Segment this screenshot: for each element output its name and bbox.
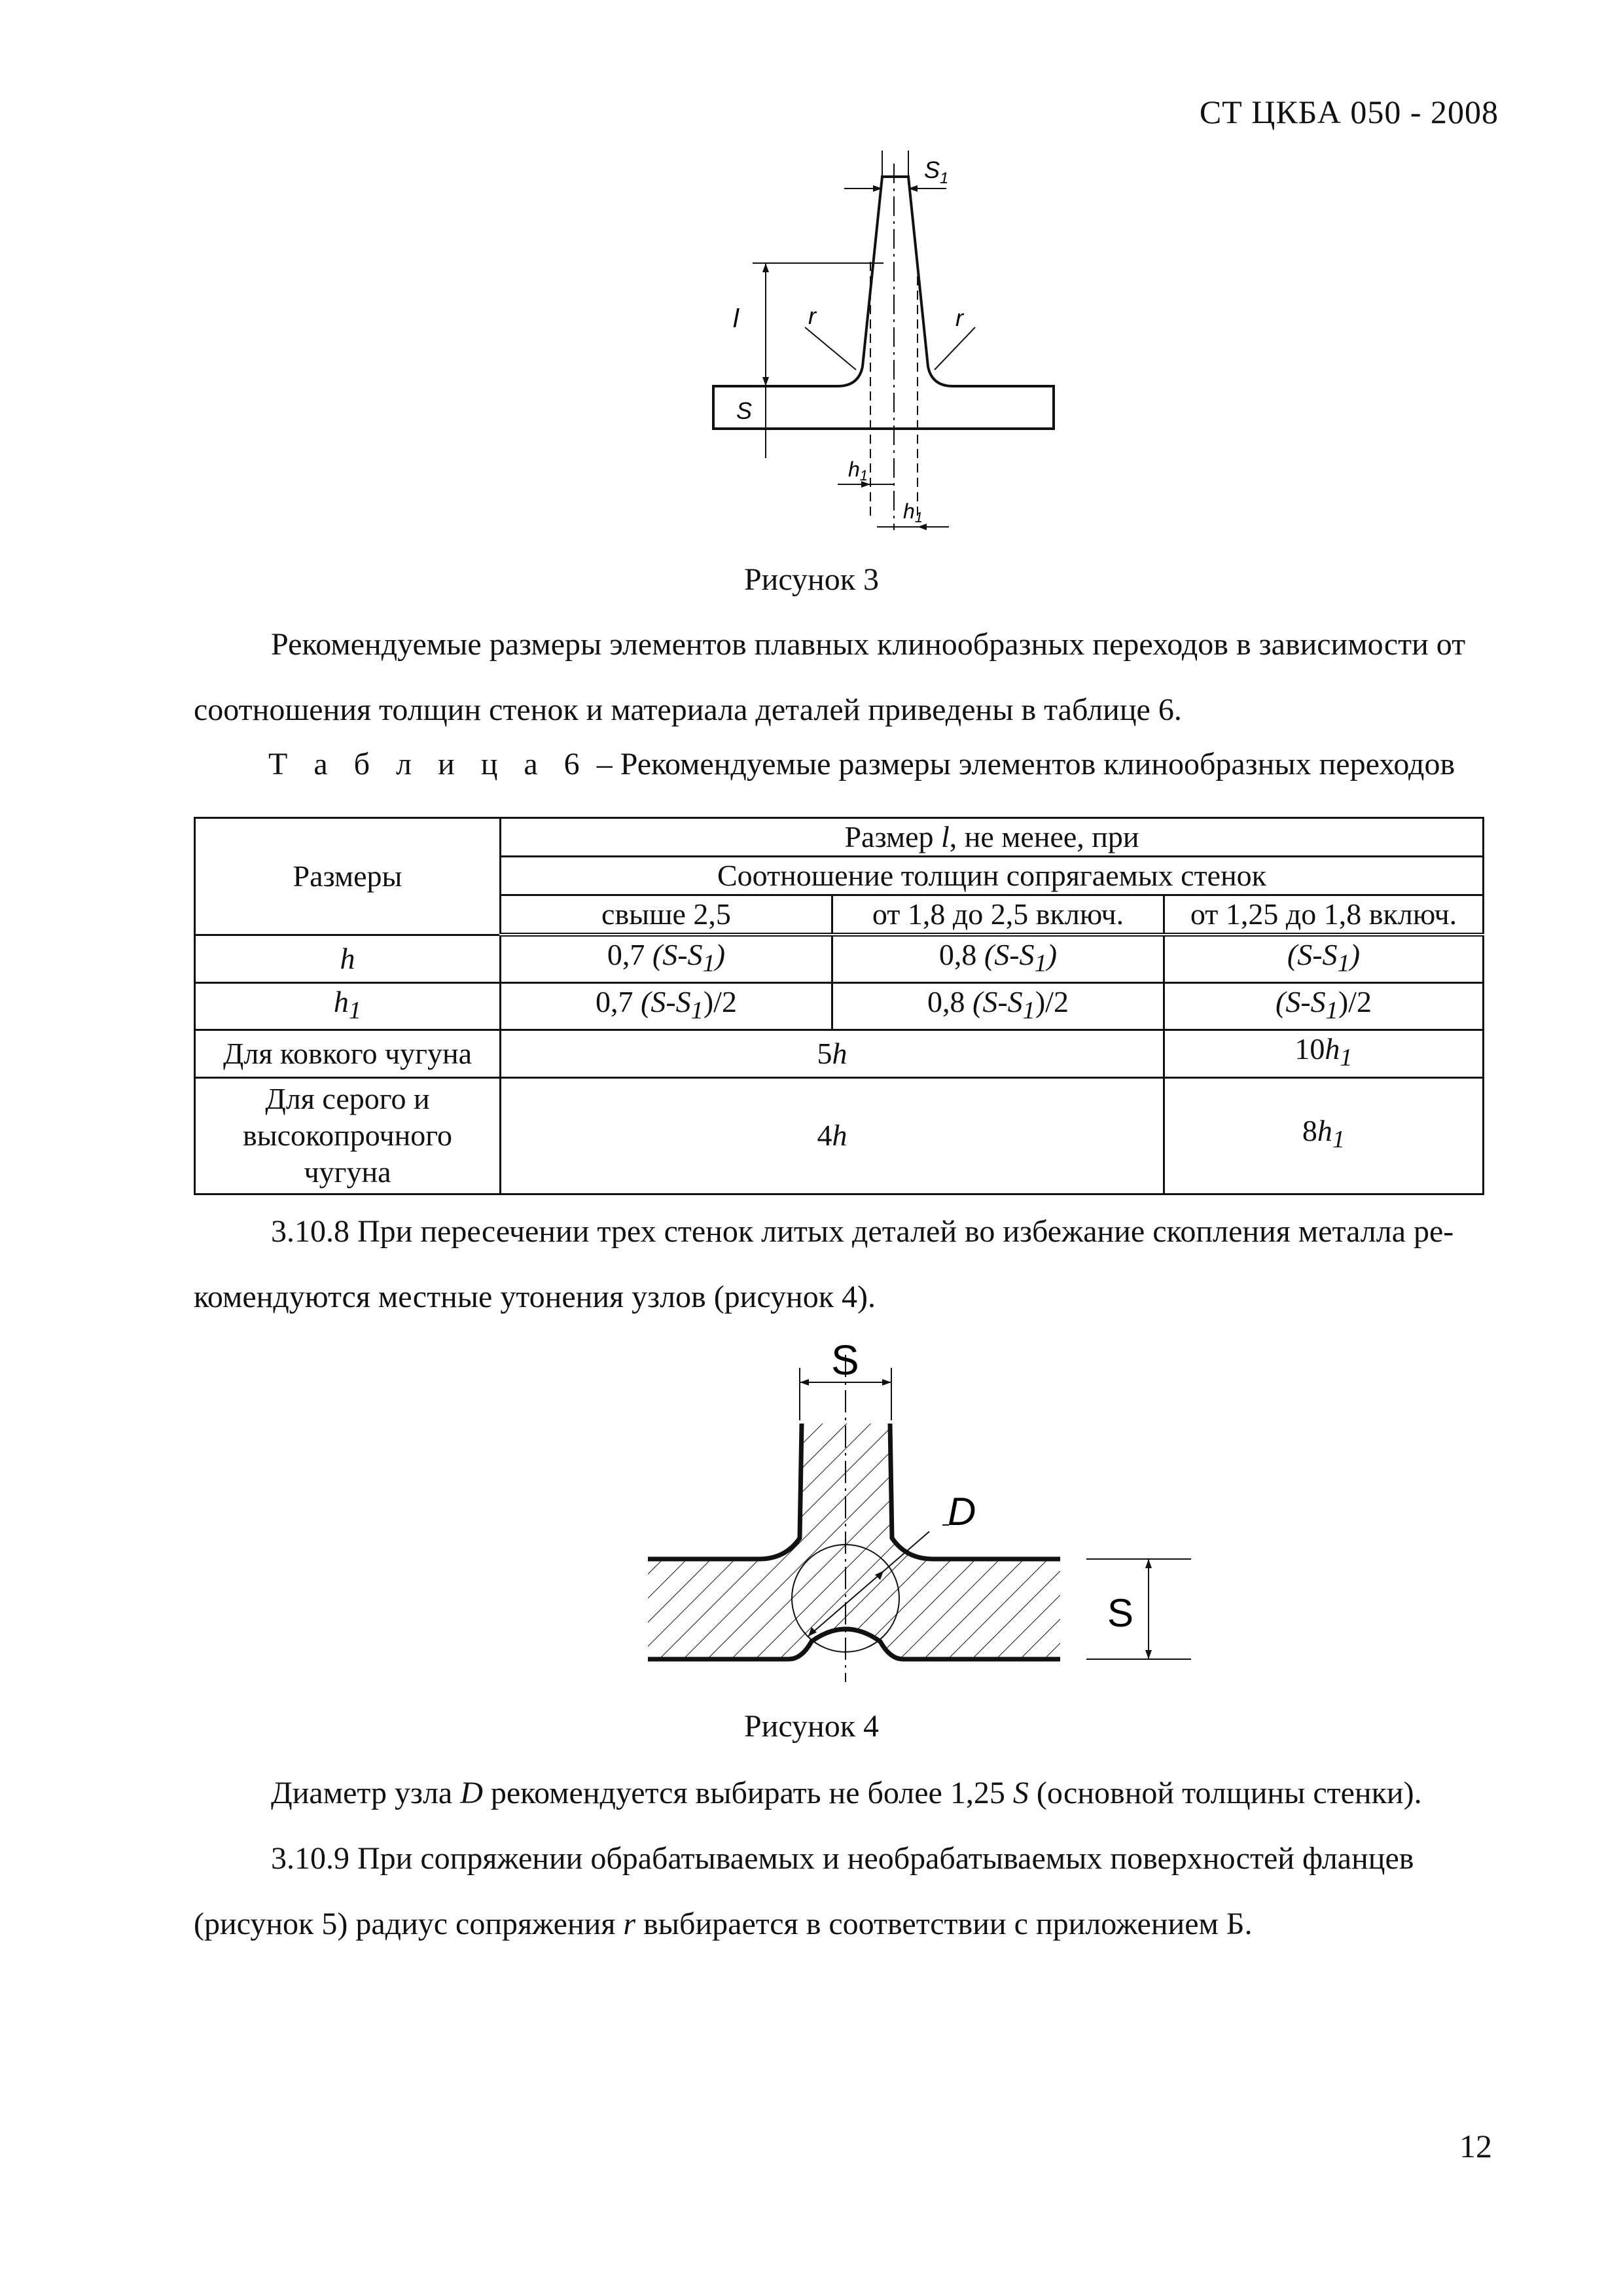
s-right-label: S [1107, 1591, 1134, 1635]
s-label: S [736, 397, 753, 424]
table-row-malleable: Для ковкого чугуна 5h $10h_1$ [195, 1030, 1484, 1077]
document-code: СТ ЦКБА 050 - 2008 [1199, 94, 1499, 130]
paragraph-3: Диаметр узла D рекомендуется выбирать не более 1,25 S (основной толщины стенки). [271, 1776, 1422, 1810]
table-row-h1: $h_1$ 0,7 $(S-S_1)/2$ 0,8 $(S-S_1)/2$ $(S-S_1)/2$ [195, 983, 1484, 1030]
table-row-grey: Для серого и высокопрочного чугуна 4h $8h_1$ [195, 1077, 1484, 1194]
figure-3-drawing [687, 151, 1080, 543]
table-6-title: Т а б л и ц а 6 – Рекомендуемые размеры элементов клинообразных переходов [268, 747, 1455, 781]
col-sizes-header: Размеры [195, 818, 501, 935]
size-l-header: Размер l, не менее, при [501, 818, 1484, 857]
r-right-label: r [955, 304, 963, 331]
col-1-8-to-2-5: от 1,8 до 2,5 включ. [832, 895, 1164, 935]
figure-3-caption: Рисунок 3 [743, 562, 880, 597]
figure-4-drawing [628, 1329, 1217, 1695]
ratio-header: Соотношение толщин сопрягаемых стенок [501, 857, 1484, 895]
col-over-2-5: свыше 2,5 [501, 895, 832, 935]
table-row-h: h 0,7 $(S-S_1)$ 0,8 $(S-S_1)$ $(S-S_1)$ [195, 935, 1484, 983]
paragraph-2: 3.10.8 При пересечении трех стенок литых деталей во избежание скопления металла ре- комендуются местные утонения узлов (рисунок 4). [194, 1214, 1454, 1314]
h1-label-a: h1 [848, 457, 868, 484]
r-left-label: r [808, 302, 816, 329]
page-number: 12 [1459, 2128, 1492, 2164]
col-1-25-to-1-8: от 1,25 до 1,8 включ. [1164, 895, 1484, 935]
s1-label: $S_1$ [924, 156, 949, 187]
paragraph-1: Рекомендуемые размеры элементов плавных клинообразных переходов в зависимости от соотношения толщин стенок и материала деталей приведены в таблице 6. [194, 627, 1466, 727]
h1-label-b: h1 [903, 499, 923, 526]
figure-4-caption: Рисунок 4 [743, 1709, 880, 1744]
s-top-label: S [831, 1336, 859, 1384]
table-6 [194, 817, 1484, 1195]
d-label: D [948, 1490, 976, 1534]
paragraph-4: 3.10.9 При сопряжении обрабатываемых и необрабатываемых поверхностей фланцев (рисунок 5) радиус сопряжения r выбирается в соответствии с приложением Б. [194, 1841, 1414, 1941]
l-label: l [733, 304, 739, 333]
